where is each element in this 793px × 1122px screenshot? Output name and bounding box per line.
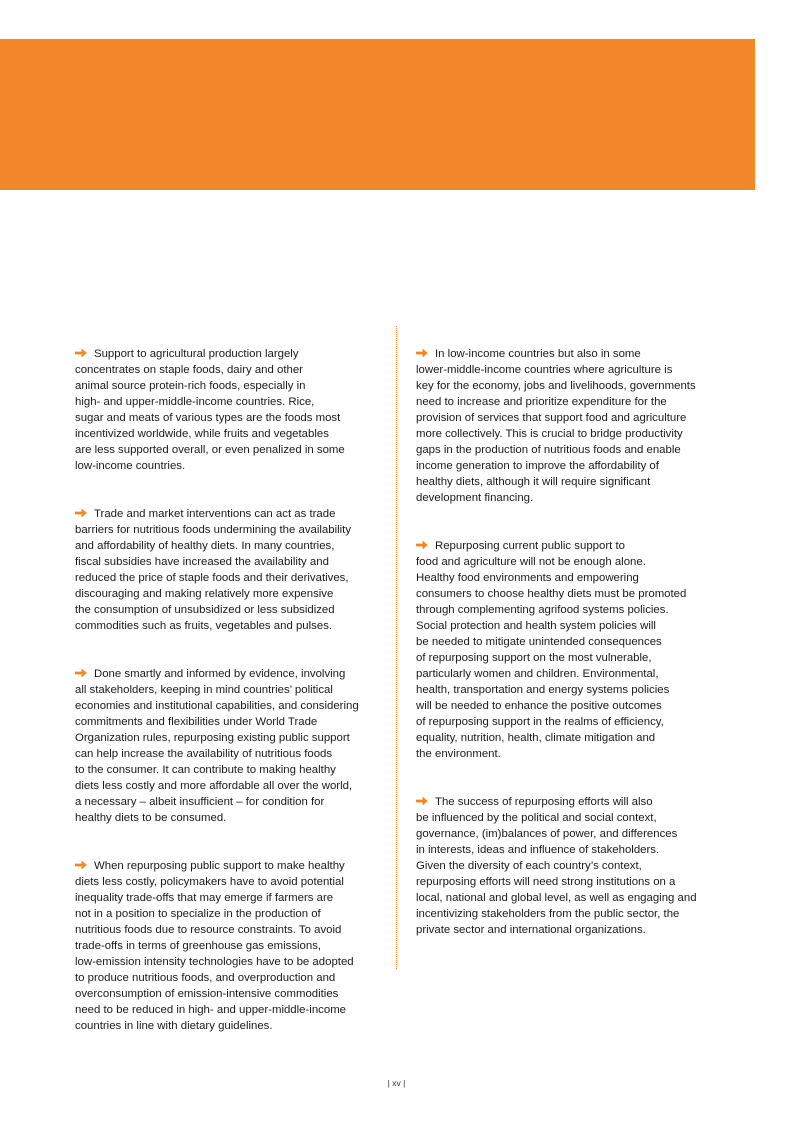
paragraph	[75, 330, 385, 474]
left-column	[75, 330, 385, 1050]
header-banner	[0, 39, 755, 190]
paragraph-text: The success of repurposing efforts will also be influenced by the political and social context, governance, (im)balances of power, and differences in interests, ideas and influence of stakeholders. Given the diversity of each country’s context, repurposing efforts will need strong institutions on a local, national and global level, as well as engaging and incentivizing stakeholders from the public sector, the private sector and international organizations.	[416, 796, 697, 936]
paragraph	[75, 650, 385, 826]
paragraph-text: Repurposing current public support to food and agriculture will not be enough alone. Healthy food environments and empowering consumers to choose healthy diets must be promoted through complementing agrifood systems policies. Social protection and health system policies will be needed to mitigate unintended consequences of repurposing support on the most vulnerable, particularly women and children. Environmental, health, transportation and energy systems policies will be needed to enhance the positive outcomes of repurposing support in the realms of efficiency, equality, nutrition, health, climate mitigation and the environment.	[416, 540, 687, 760]
paragraph	[416, 330, 716, 506]
paragraph	[75, 842, 385, 1034]
right-arrow-icon	[416, 348, 428, 358]
right-arrow-icon	[416, 796, 428, 806]
paragraph	[416, 778, 716, 938]
right-arrow-icon	[75, 508, 87, 518]
right-column	[416, 330, 716, 954]
right-arrow-icon	[75, 668, 87, 678]
paragraph	[416, 522, 716, 762]
right-arrow-icon	[75, 860, 87, 870]
column-divider	[396, 326, 397, 969]
paragraph-text: In low-income countries but also in some lower-middle-income countries where agriculture is key for the economy, jobs and livelihoods, governments need to increase and prioritize expenditure for the provision of services that support food and agriculture more collectively. This is crucial to bridge productivity gaps in the production of nutritious foods and enable income generation to improve the affordability of healthy diets, although it will require significant development financing.	[416, 348, 696, 504]
page-number: | xv |	[387, 1078, 406, 1088]
right-arrow-icon	[75, 348, 87, 358]
right-arrow-icon	[416, 540, 428, 550]
paragraph-text: Support to agricultural production largely concentrates on staple foods, dairy and other animal source protein-rich foods, especially in high- and upper-middle-income countries. Rice, sugar and meats of various types are the foods most incentivized worldwide, while fruits and vegetables are less supported overall, or even penalized in some low-income countries.	[75, 348, 345, 472]
paragraph-text: When repurposing public support to make healthy diets less costly, policymakers have to avoid potential inequality trade-offs that may emerge if farmers are not in a position to specialize in the production of nutritious foods due to resource constraints. To avoid trade-offs in terms of greenhouse gas emissions, low-emission intensity technologies have to be adopted to produce nutritious foods, and overproduction and overconsumption of emission-intensive commodities need to be reduced in high- and upper-middle-income countries in line with dietary guidelines.	[75, 860, 354, 1032]
paragraph-text: Trade and market interventions can act as trade barriers for nutritious foods undermining the availability and affordability of healthy diets. In many countries, fiscal subsidies have increased the availability and reduced the price of staple foods and their derivatives, discouraging and making relatively more expensive the consumption of unsubsidized or less subsidized commodities such as fruits, vegetables and pulses.	[75, 508, 352, 632]
paragraph	[75, 490, 385, 634]
paragraph-text: Done smartly and informed by evidence, involving all stakeholders, keeping in mind countries’ political economies and institutional capabilities, and considering commitments and flexibilities under World Trade Organization rules, repurposing existing public support can help increase the availability of nutritious foods to the consumer. It can contribute to making healthy diets less costly and more affordable all over the world, a necessary – albeit insufficient – for condition for healthy diets to be consumed.	[75, 668, 359, 824]
